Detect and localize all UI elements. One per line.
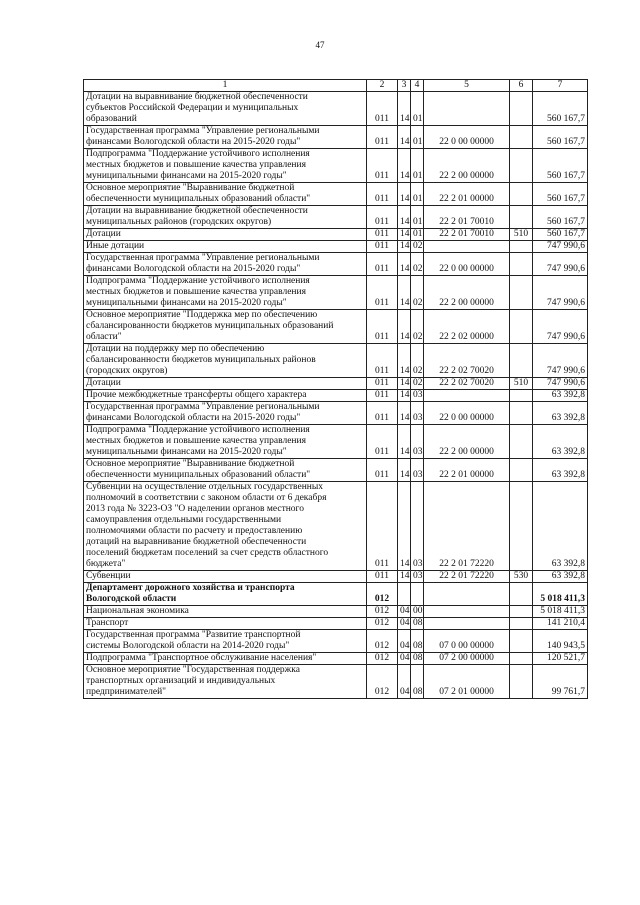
expense-type-code bbox=[510, 459, 533, 482]
expense-type-code bbox=[510, 183, 533, 206]
admin-code: 011 bbox=[367, 425, 398, 459]
row-name: Прочие межбюджетные трансферты общего характера bbox=[84, 390, 367, 402]
amount: 560 167,7 bbox=[533, 206, 588, 229]
target-article-code bbox=[424, 390, 510, 402]
amount: 747 990,6 bbox=[533, 253, 588, 276]
amount: 747 990,6 bbox=[533, 344, 588, 378]
target-article-code: 22 2 02 70020 bbox=[424, 344, 510, 378]
amount: 63 392,8 bbox=[533, 459, 588, 482]
subsection-code: 00 bbox=[411, 606, 424, 618]
row-name: Подпрограмма "Поддержание устойчивого исполнения местных бюджетов и повышение качества управления муниципальными финансами на 2015-2020 годы" bbox=[84, 276, 367, 310]
table-row bbox=[84, 653, 588, 665]
expense-type-code bbox=[510, 206, 533, 229]
section-code: 14 bbox=[398, 571, 411, 583]
amount: 560 167,7 bbox=[533, 126, 588, 149]
section-code: 04 bbox=[398, 618, 411, 630]
admin-code: 012 bbox=[367, 630, 398, 653]
row-name: Дотации bbox=[84, 378, 367, 390]
column-header: 7 bbox=[533, 80, 588, 92]
target-article-code: 22 2 01 70010 bbox=[424, 229, 510, 241]
table-row bbox=[84, 583, 588, 606]
section-code: 14 bbox=[398, 378, 411, 390]
admin-code: 011 bbox=[367, 229, 398, 241]
amount: 747 990,6 bbox=[533, 310, 588, 344]
table-row bbox=[84, 459, 588, 482]
target-article-code: 22 2 02 70020 bbox=[424, 378, 510, 390]
subsection-code: 01 bbox=[411, 229, 424, 241]
row-name: Дотации bbox=[84, 229, 367, 241]
admin-code: 011 bbox=[367, 571, 398, 583]
page-number: 47 bbox=[315, 40, 325, 50]
table-row bbox=[84, 253, 588, 276]
expense-type-code bbox=[510, 606, 533, 618]
row-name: Субвенции на осуществление отдельных государственных полномочий в соответствии с законом области от 6 декабря 2013 года № 3223-ОЗ "О наделении органов местного самоуправления отдельными государственными полномочиями области по расчету и предоставлению дотаций на выравнивание бюджетной обеспеченности поселений бюджетам поселений за счет средств областного бюджета" bbox=[84, 482, 367, 571]
target-article-code bbox=[424, 583, 510, 606]
row-name: Подпрограмма "Поддержание устойчивого исполнения местных бюджетов и повышение качества управления муниципальными финансами на 2015-2020 годы" bbox=[84, 425, 367, 459]
expense-type-code bbox=[510, 126, 533, 149]
subsection-code: 02 bbox=[411, 276, 424, 310]
amount: 560 167,7 bbox=[533, 229, 588, 241]
amount: 63 392,8 bbox=[533, 402, 588, 425]
amount: 63 392,8 bbox=[533, 425, 588, 459]
admin-code: 011 bbox=[367, 149, 398, 183]
row-name: Дотации на поддержку мер по обеспечению сбалансированности бюджетов муниципальных районов (городских округов) bbox=[84, 344, 367, 378]
section-code: 14 bbox=[398, 149, 411, 183]
column-header: 4 bbox=[411, 80, 424, 92]
row-name: Национальная экономика bbox=[84, 606, 367, 618]
expense-type-code bbox=[510, 253, 533, 276]
table-row bbox=[84, 630, 588, 653]
table-row bbox=[84, 665, 588, 699]
subsection-code: 02 bbox=[411, 241, 424, 253]
subsection-code: 03 bbox=[411, 459, 424, 482]
section-code: 04 bbox=[398, 606, 411, 618]
expense-type-code: 510 bbox=[510, 378, 533, 390]
target-article-code bbox=[424, 241, 510, 253]
target-article-code bbox=[424, 606, 510, 618]
amount: 560 167,7 bbox=[533, 183, 588, 206]
table-row bbox=[84, 206, 588, 229]
expense-type-code bbox=[510, 390, 533, 402]
table-row bbox=[84, 149, 588, 183]
section-code: 14 bbox=[398, 459, 411, 482]
admin-code: 011 bbox=[367, 241, 398, 253]
target-article-code: 07 2 01 00000 bbox=[424, 665, 510, 699]
target-article-code: 22 2 01 00000 bbox=[424, 459, 510, 482]
expense-type-code bbox=[510, 653, 533, 665]
admin-code: 012 bbox=[367, 606, 398, 618]
amount: 5 018 411,3 bbox=[533, 606, 588, 618]
expense-type-code bbox=[510, 310, 533, 344]
admin-code: 011 bbox=[367, 183, 398, 206]
admin-code: 011 bbox=[367, 402, 398, 425]
row-name: Департамент дорожного хозяйства и транспорта Вологодской области bbox=[84, 583, 367, 606]
subsection-code: 03 bbox=[411, 425, 424, 459]
admin-code: 011 bbox=[367, 390, 398, 402]
admin-code: 012 bbox=[367, 583, 398, 606]
target-article-code: 22 2 01 00000 bbox=[424, 183, 510, 206]
table-row bbox=[84, 402, 588, 425]
table-row bbox=[84, 126, 588, 149]
table-row bbox=[84, 482, 588, 571]
expense-type-code bbox=[510, 149, 533, 183]
expense-type-code bbox=[510, 482, 533, 571]
expense-type-code bbox=[510, 618, 533, 630]
column-header: 3 bbox=[398, 80, 411, 92]
target-article-code: 22 2 02 00000 bbox=[424, 310, 510, 344]
expense-type-code bbox=[510, 583, 533, 606]
admin-code: 011 bbox=[367, 92, 398, 126]
section-code: 14 bbox=[398, 241, 411, 253]
subsection-code: 03 bbox=[411, 390, 424, 402]
table-row bbox=[84, 390, 588, 402]
amount: 63 392,8 bbox=[533, 390, 588, 402]
table-row bbox=[84, 606, 588, 618]
admin-code: 011 bbox=[367, 126, 398, 149]
section-code: 14 bbox=[398, 402, 411, 425]
row-name: Субвенции bbox=[84, 571, 367, 583]
table-row bbox=[84, 229, 588, 241]
admin-code: 011 bbox=[367, 482, 398, 571]
table-row bbox=[84, 183, 588, 206]
target-article-code: 22 2 00 00000 bbox=[424, 276, 510, 310]
amount: 99 761,7 bbox=[533, 665, 588, 699]
table-row bbox=[84, 425, 588, 459]
section-code: 14 bbox=[398, 344, 411, 378]
admin-code: 011 bbox=[367, 310, 398, 344]
section-code: 14 bbox=[398, 183, 411, 206]
amount: 560 167,7 bbox=[533, 149, 588, 183]
row-name: Государственная программа "Управление региональными финансами Вологодской области на 2015-2020 годы" bbox=[84, 253, 367, 276]
row-name: Дотации на выравнивание бюджетной обеспеченности субъектов Российской Федерации и муниципальных образований bbox=[84, 92, 367, 126]
amount: 747 990,6 bbox=[533, 241, 588, 253]
expense-type-code: 530 bbox=[510, 571, 533, 583]
section-code: 14 bbox=[398, 310, 411, 344]
expense-type-code bbox=[510, 344, 533, 378]
admin-code: 011 bbox=[367, 206, 398, 229]
row-name: Транспорт bbox=[84, 618, 367, 630]
subsection-code: 02 bbox=[411, 344, 424, 378]
amount: 140 943,5 bbox=[533, 630, 588, 653]
budget-table bbox=[83, 79, 588, 699]
section-code: 04 bbox=[398, 665, 411, 699]
expense-type-code bbox=[510, 425, 533, 459]
column-header: 6 bbox=[510, 80, 533, 92]
subsection-code: 01 bbox=[411, 92, 424, 126]
row-name: Государственная программа "Управление региональными финансами Вологодской области на 2015-2020 годы" bbox=[84, 126, 367, 149]
target-article-code bbox=[424, 92, 510, 126]
expense-type-code: 510 bbox=[510, 229, 533, 241]
section-code: 14 bbox=[398, 390, 411, 402]
section-code: 14 bbox=[398, 425, 411, 459]
row-name: Основное мероприятие "Поддержка мер по обеспечению сбалансированности бюджетов муниципальных образований области" bbox=[84, 310, 367, 344]
target-article-code: 07 0 00 00000 bbox=[424, 630, 510, 653]
subsection-code: 03 bbox=[411, 482, 424, 571]
table-row bbox=[84, 310, 588, 344]
table-row bbox=[84, 571, 588, 583]
target-article-code: 22 2 01 72220 bbox=[424, 571, 510, 583]
section-code: 14 bbox=[398, 206, 411, 229]
expense-type-code bbox=[510, 402, 533, 425]
subsection-code: 08 bbox=[411, 618, 424, 630]
row-name: Дотации на выравнивание бюджетной обеспеченности муниципальных районов (городских округов) bbox=[84, 206, 367, 229]
amount: 5 018 411,3 bbox=[533, 583, 588, 606]
subsection-code: 01 bbox=[411, 183, 424, 206]
subsection-code bbox=[411, 583, 424, 606]
row-name: Основное мероприятие "Выравнивание бюджетной обеспеченности муниципальных образований области" bbox=[84, 183, 367, 206]
expense-type-code bbox=[510, 665, 533, 699]
subsection-code: 01 bbox=[411, 206, 424, 229]
admin-code: 011 bbox=[367, 344, 398, 378]
target-article-code: 22 0 00 00000 bbox=[424, 253, 510, 276]
subsection-code: 02 bbox=[411, 378, 424, 390]
subsection-code: 08 bbox=[411, 653, 424, 665]
table-row bbox=[84, 241, 588, 253]
table-row bbox=[84, 92, 588, 126]
target-article-code: 22 0 00 00000 bbox=[424, 402, 510, 425]
subsection-code: 03 bbox=[411, 571, 424, 583]
row-name: Основное мероприятие "Государственная поддержка транспортных организаций и индивидуальных предпринимателей" bbox=[84, 665, 367, 699]
subsection-code: 08 bbox=[411, 630, 424, 653]
section-code: 14 bbox=[398, 126, 411, 149]
table-row bbox=[84, 378, 588, 390]
target-article-code: 22 2 01 72220 bbox=[424, 482, 510, 571]
row-name: Государственная программа "Управление региональными финансами Вологодской области на 2015-2020 годы" bbox=[84, 402, 367, 425]
target-article-code: 22 0 00 00000 bbox=[424, 126, 510, 149]
admin-code: 011 bbox=[367, 459, 398, 482]
amount: 747 990,6 bbox=[533, 276, 588, 310]
row-name: Подпрограмма "Транспортное обслуживание населения" bbox=[84, 653, 367, 665]
subsection-code: 01 bbox=[411, 149, 424, 183]
column-header: 5 bbox=[424, 80, 510, 92]
column-header: 2 bbox=[367, 80, 398, 92]
target-article-code bbox=[424, 618, 510, 630]
row-name: Иные дотации bbox=[84, 241, 367, 253]
expense-type-code bbox=[510, 92, 533, 126]
amount: 120 521,7 bbox=[533, 653, 588, 665]
subsection-code: 08 bbox=[411, 665, 424, 699]
section-code: 14 bbox=[398, 92, 411, 126]
target-article-code: 07 2 00 00000 bbox=[424, 653, 510, 665]
subsection-code: 02 bbox=[411, 310, 424, 344]
table-body bbox=[84, 92, 588, 699]
section-code bbox=[398, 583, 411, 606]
expense-type-code bbox=[510, 630, 533, 653]
section-code: 14 bbox=[398, 229, 411, 241]
target-article-code: 22 2 00 00000 bbox=[424, 425, 510, 459]
admin-code: 012 bbox=[367, 618, 398, 630]
row-name: Подпрограмма "Поддержание устойчивого исполнения местных бюджетов и повышение качества управления муниципальными финансами на 2015-2020 годы" bbox=[84, 149, 367, 183]
target-article-code: 22 2 01 70010 bbox=[424, 206, 510, 229]
target-article-code: 22 2 00 00000 bbox=[424, 149, 510, 183]
amount: 63 392,8 bbox=[533, 482, 588, 571]
subsection-code: 03 bbox=[411, 402, 424, 425]
column-header: 1 bbox=[84, 80, 367, 92]
section-code: 04 bbox=[398, 630, 411, 653]
row-name: Основное мероприятие "Выравнивание бюджетной обеспеченности муниципальных образований области" bbox=[84, 459, 367, 482]
amount: 141 210,4 bbox=[533, 618, 588, 630]
table-header-row bbox=[84, 80, 588, 92]
table-row bbox=[84, 344, 588, 378]
section-code: 14 bbox=[398, 253, 411, 276]
admin-code: 011 bbox=[367, 253, 398, 276]
amount: 747 990,6 bbox=[533, 378, 588, 390]
subsection-code: 01 bbox=[411, 126, 424, 149]
section-code: 14 bbox=[398, 482, 411, 571]
admin-code: 011 bbox=[367, 378, 398, 390]
row-name: Государственная программа "Развитие транспортной системы Вологодской области на 2014-2020 годы" bbox=[84, 630, 367, 653]
table-row bbox=[84, 618, 588, 630]
section-code: 04 bbox=[398, 653, 411, 665]
amount: 63 392,8 bbox=[533, 571, 588, 583]
admin-code: 012 bbox=[367, 653, 398, 665]
expense-type-code bbox=[510, 241, 533, 253]
admin-code: 012 bbox=[367, 665, 398, 699]
section-code: 14 bbox=[398, 276, 411, 310]
subsection-code: 02 bbox=[411, 253, 424, 276]
admin-code: 011 bbox=[367, 276, 398, 310]
table-row bbox=[84, 276, 588, 310]
amount: 560 167,7 bbox=[533, 92, 588, 126]
expense-type-code bbox=[510, 276, 533, 310]
